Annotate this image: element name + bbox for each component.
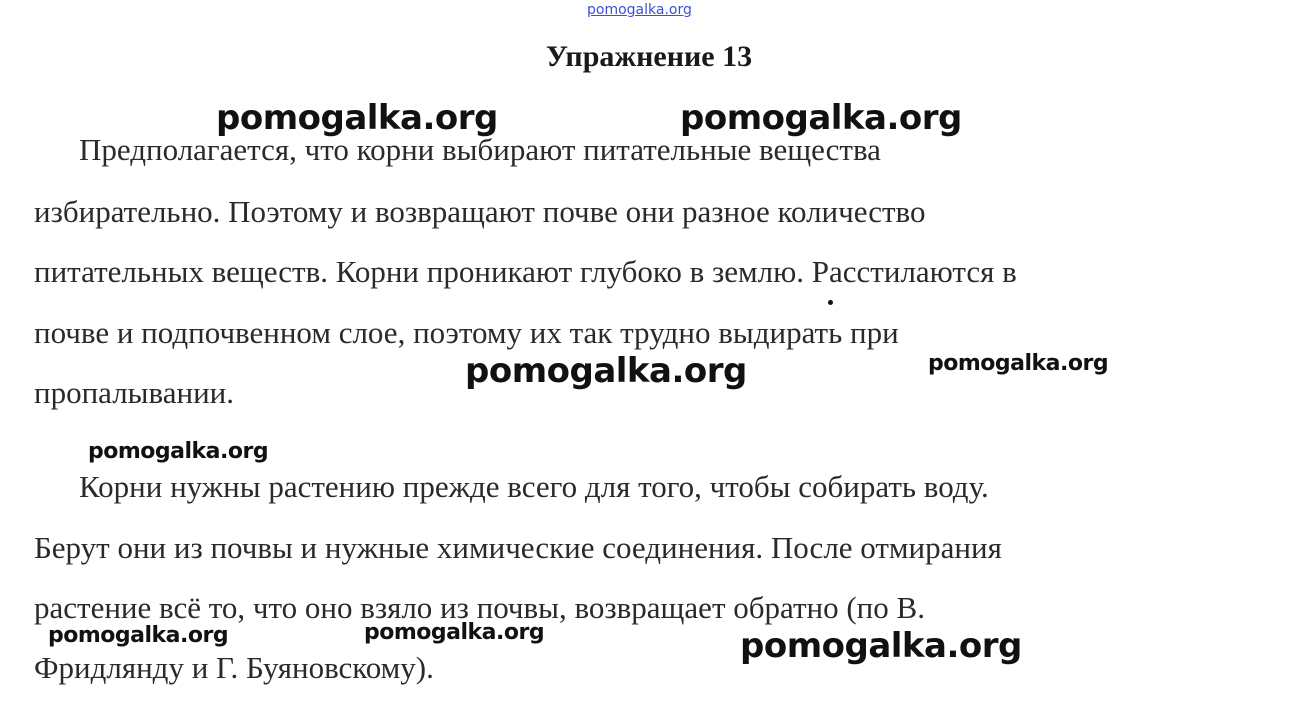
paragraph-1-line-3: питательных веществ. Корни проникают глубоко в землю. Расстилаются в — [34, 254, 1017, 289]
paragraph-2-line-2: Берут они из почвы и нужные химические соединения. После отмирания — [34, 530, 1002, 565]
ink-dot — [828, 300, 833, 305]
paragraph-1-line-2: избирательно. Поэтому и возвращают почве они разное количество — [34, 194, 926, 229]
watermark: pomogalka.org — [364, 620, 545, 645]
source-link[interactable]: pomogalka.org — [587, 2, 692, 18]
paragraph-2-line-4: Фридлянду и Г. Буяновскому). — [34, 650, 434, 685]
paragraph-1-line-5: пропалывании. — [34, 375, 235, 410]
watermark: pomogalka.org — [740, 626, 1022, 666]
paragraph-1-line-1: Предполагается, что корни выбирают питательные вещества — [79, 132, 881, 167]
paragraph-2-line-1: Корни нужны растению прежде всего для того, чтобы собирать воду. — [79, 469, 989, 504]
watermark: pomogalka.org — [928, 351, 1109, 376]
watermark: pomogalka.org — [216, 98, 498, 138]
watermark: pomogalka.org — [680, 98, 962, 138]
watermark: pomogalka.org — [88, 439, 269, 464]
paragraph-1-line-4: почве и подпочвенном слое, поэтому их так трудно выдирать при — [34, 315, 899, 350]
exercise-title: Упражнение 13 — [545, 40, 753, 73]
watermark: pomogalka.org — [48, 623, 229, 648]
watermark: pomogalka.org — [465, 351, 747, 391]
paragraph-2-line-3: растение всё то, что оно взяло из почвы, возвращает обратно (по В. — [34, 590, 925, 625]
